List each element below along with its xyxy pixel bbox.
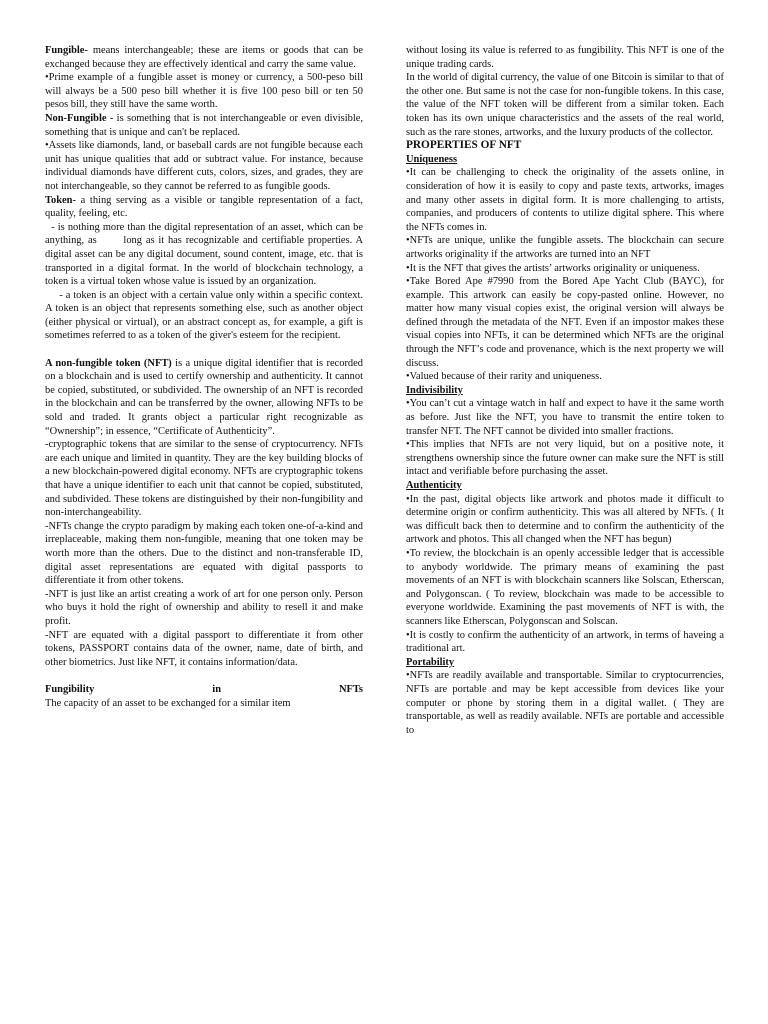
right-column — [406, 44, 724, 737]
uniqueness-point-5: •Valued because of their rarity and uniqueness. — [406, 371, 602, 383]
uniqueness-heading: Uniqueness — [406, 153, 458, 165]
fungible-paragraph — [45, 44, 363, 71]
left-column — [45, 44, 366, 710]
authenticity-heading: Authenticity — [406, 480, 462, 491]
fungibility-heading-word-2: in — [212, 683, 222, 695]
nft-definition: is a unique digital identifier that is recorded on a blockchain and is used to certify ownership and authenticity. It cannot be copied, substituted, or subdivided. The ownership of an NFT is recorded in the blockchain and can be transferred by the owner, allowing NFTs to be sold and traded. It grants object a particular right recognizable as “Ownership”; in essence, “Certificate of Authenticity”. — [45, 357, 363, 437]
fungibility-continued: without losing its value is referred to as fungibility. This NFT is one of the unique trading cards. — [406, 45, 724, 70]
uniqueness-point-1: •It can be challenging to check the originality of the assets online, in consideration of how it is easily to copy and paste texts, artworks, images and many other assets in digital form. It is more challenging to artists, companies, and producers of contents to utilize digital sphere. This where the NFTs comes in. — [406, 167, 724, 233]
nft-crypto-paragraph: -cryptographic tokens that are similar to the sense of cryptocurrency. NFTs are each unique and limited in quantity. They are the key building blocks of a new blockchain-powered digital economy. NFTs are cryptographic tokens that have a unique identifier to each unit that cannot be copied, substituted, and subdivided. These tokens are distinguished by their non-fungibility and non-interchangeability. — [45, 439, 363, 519]
fungibility-heading — [45, 683, 363, 697]
fungibility-heading-word-1: Fungibility — [45, 683, 95, 695]
properties-heading: PROPERTIES OF NFT — [406, 139, 522, 152]
uniqueness-point-3: •It is the NFT that gives the artists’ artworks originality or uniqueness. — [406, 262, 700, 274]
uniqueness-point-4: •Take Bored Ape #7990 from the Bored Ape Yacht Club (BAYC), for example. This artwork can easily be copy-pasted online. However, no matter how many visual copies exist, the original version will always be defined through the metadata of the NFT. Even if an impostor makes these visual copies into NFTs, it can be determined which NFTs are the original through the NFT’s code and provenance, which is the next property we will discuss. — [406, 276, 724, 369]
indivisibility-heading: Indivisibility — [406, 384, 463, 396]
nft-paragraph — [45, 357, 363, 439]
uniqueness-point-2: •NFTs are unique, unlike the fungible assets. The blockchain can secure artworks originality if the artworks are turned into an NFT — [406, 235, 724, 260]
portability-point-1: •NFTs are readily available and transportable. Similar to cryptocurrencies, NFTs are portable and may be kept accessible from devices like your computer or phone by storing them in a digital wallet. ( They are transportable, as well as readily available. NFTs are portable and accessible to — [406, 670, 724, 736]
fungibility-heading-word-3: NFTs — [339, 683, 363, 695]
fungible-example: •Prime example of a fungible asset is money or currency, a 500-peso bill will always be a 500 peso bill whether it is five 100 peso bill or ten 50 pesos bill, they still have the same worth. — [45, 72, 363, 111]
authenticity-point-3: •It is costly to confirm the authenticity of an artwork, in terms of haveing a traditional art. — [406, 629, 724, 655]
nft-artist-paragraph: -NFT is just like an artist creating a work of art for one person only. Person who buys it hold the right of ownership and ability to resell it and make profit. — [45, 588, 363, 627]
token-definition-3: - a token is an object with a certain value only within a specific context. A token is an object that represents something else, such as another object (either physical or virtual), or an abstract concept as, for example, a gift is sometimes referred to as a token of the giver's esteem for the recipient. — [45, 289, 366, 342]
portability-heading: Portability — [406, 656, 455, 668]
nft-passport-paragraph: -NFT are equated with a digital passport to differentiate it from other tokens, PASSPORT contains data of the owner, name, date of birth, and other biometrics. Just like NFT, it contains information/data. — [45, 629, 363, 668]
indivisibility-point-2: •This implies that NFTs are not very liquid, but on a positive note, it strengthens ownership since the future owner can make sure the NFT is still intact and verifiable before purchasing the asset. — [406, 439, 724, 478]
fungibility-text: The capacity of an asset to be exchanged for a similar item — [45, 697, 291, 709]
indivisibility-point-1: •You can’t cut a vintage watch in half and expect to have it the same worth as before. Just like the NFT, you have to transmit the entire token to transfer NFT. The NFT cannot be divided into smaller fractions. — [406, 398, 724, 437]
fungible-definition: means interchangeable; these are items or goods that can be exchanged because they are effectively identical and carry the same value. — [45, 45, 363, 70]
token-definition: a thing serving as a visible or tangible representation of a fact, quality, feeling, etc. — [45, 194, 363, 220]
token-term: Token- — [45, 194, 76, 206]
fungible-term: Fungible- — [45, 45, 88, 56]
nft-term: A non-fungible token (NFT) — [45, 357, 172, 369]
token-definition-2: - is nothing more than the digital representation of an asset, which can be anything, as long as it has recognizable and certifiable properties. A digital asset can be any digital document, sound content, image, etc. that is transported in a digital format. In the world of blockchain technology, a token is a virtual token whose value is issued by an organization. — [45, 221, 366, 288]
nonfungible-term: Non-Fungible — [45, 112, 107, 124]
token-paragraph — [45, 194, 363, 221]
nft-change-paragraph: -NFTs change the crypto paradigm by making each token one-of-a-kind and irreplaceable, making them non-fungible, meaning that one token may be worth more than the others. Due to the distinct and non-transferable ID, digital asset representations are equated with digital passports to differentiate it from other tokens. — [45, 520, 363, 587]
nonfungible-paragraph — [45, 112, 363, 139]
bitcoin-paragraph: In the world of digital currency, the value of one Bitcoin is similar to that of the other one. But same is not the case for non-fungible tokens. In this case, the value of the NFT token will be different from a similar token. Each token has its own unique characteristics and the assets of the real world, such as the rare stones, artworks, and the luxury products of the collector. — [406, 72, 724, 138]
authenticity-point-2: •To review, the blockchain is an openly accessible ledger that is accessible to anybody worldwide. The primary means of examining the past movements of an NFT is with blockchain scanners like Solscan, Etherscan, and Polygonscan. ( To review, blockchain was made to be accessible to everyone worldwide. Examining the past movements of NFT is with, the scanners like Etherscan, Polygonscan and Solscan. — [406, 547, 724, 627]
nonfungible-definition: - is something that is not interchangeable or even divisible, something that is unique and can't be replaced. — [45, 112, 363, 138]
authenticity-point-1: •In the past, digital objects like artwork and photos made it difficult to determine origin or confirm authenticity. This was all altered by NFTs. ( It was difficult back then to determine and to confirm the authenticity of the artwork and photos. This all changed when the NFT has begun) — [406, 493, 724, 546]
nonfungible-example: •Assets like diamonds, land, or baseball cards are not fungible because each unit has unique qualities that add or subtract value. For instance, because individual diamonds have different cuts, colors, sizes, and grades, they are not interchangeable, so they cannot be referred to as fungible goods. — [45, 140, 363, 192]
